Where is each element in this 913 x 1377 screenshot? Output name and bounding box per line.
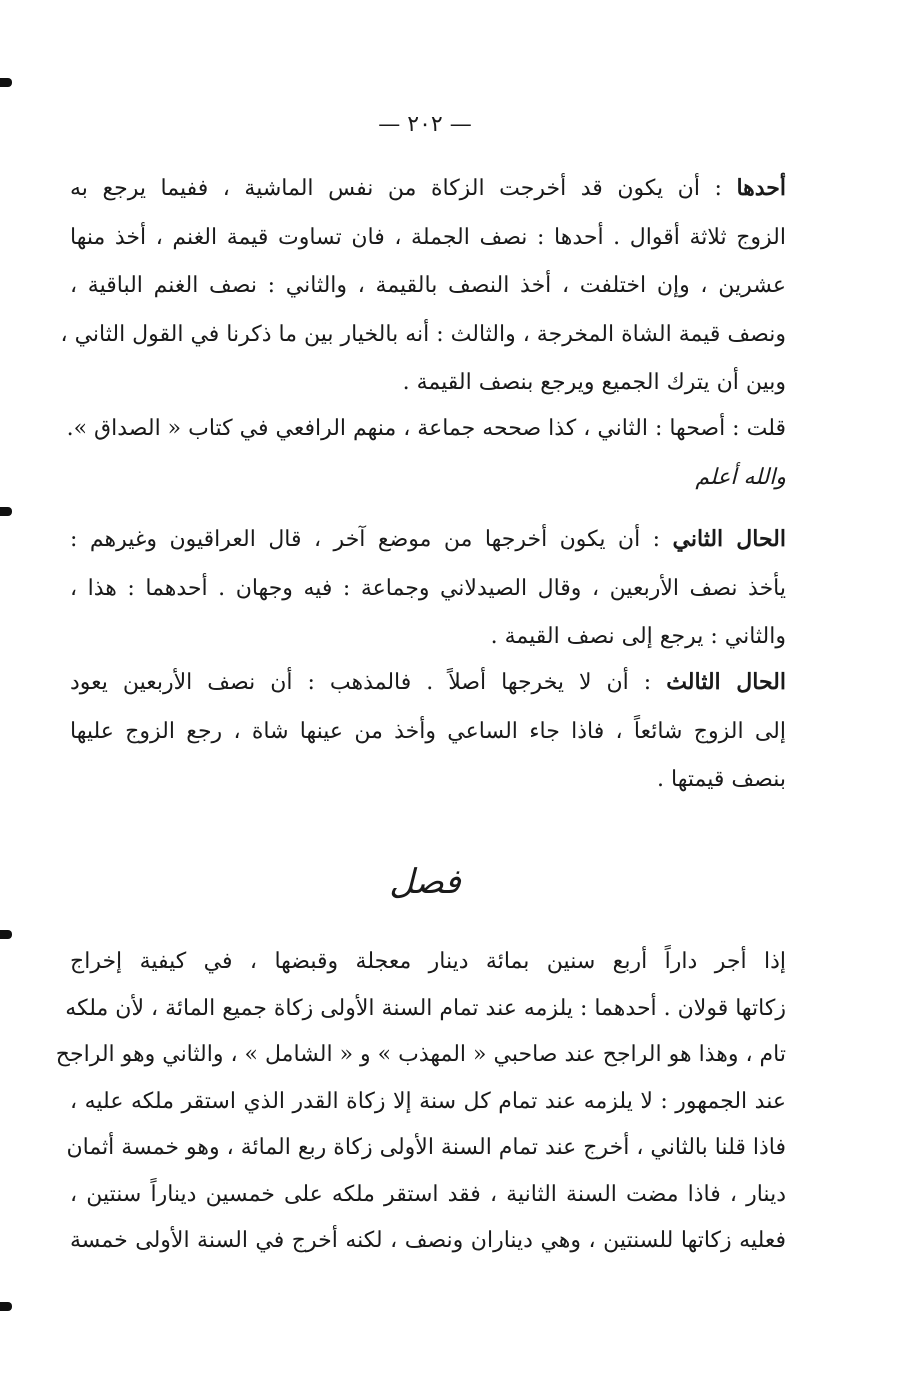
note-closing: والله أعلم — [695, 464, 786, 490]
edge-mark — [0, 78, 12, 87]
text-line: والثاني : يرجع إلى نصف القيمة . — [490, 624, 786, 649]
paragraph-section-body — [55, 939, 786, 1265]
edge-mark — [0, 1302, 12, 1311]
lead-term: أحدها — [736, 175, 787, 201]
lead-term: الحال الثاني — [672, 526, 786, 552]
section-heading: فصل — [389, 862, 461, 902]
text-line: فاذا قلنا بالثاني ، أخرج عند تمام السنة الأولى زكاة ربع المائة ، وهو خمسة أثمان — [66, 1135, 786, 1160]
text-line: ونصف قيمة الشاة المخرجة ، والثالث : أنه بالخيار بين ما ذكرنا في القول الثاني ، — [60, 321, 786, 347]
text-line: أحدها : أن يكون قد أخرجت الزكاة من نفس الماشية ، ففيما يرجع به — [70, 175, 787, 201]
text-line: الزوج ثلاثة أقوال . أحدها : نصف الجملة ، فان تساوت قيمة الغنم ، أخذ منها — [70, 224, 786, 250]
text-line: فعليه زكاتها للسنتين ، وهي ديناران ونصف ، لكنه أخرج في السنة الأولى خمسة — [70, 1228, 786, 1253]
text-line: إذا أجر داراً أربع سنين بمائة دينار معجلة وقبضها ، في كيفية إخراج — [70, 949, 786, 974]
edge-mark — [0, 507, 12, 516]
page-number: — ٢٠٢ — — [378, 112, 472, 137]
text-line: عشرين ، وإن اختلفت ، أخذ النصف بالقيمة ، والثاني : نصف الغنم الباقية ، — [70, 273, 786, 298]
editor-note — [66, 405, 786, 502]
text-line: عند الجمهور : لا يلزمه عند تمام كل سنة إلا زكاة القدر الذي استقر ملكه عليه ، — [70, 1088, 786, 1114]
text-line: إلى الزوج شائعاً ، فاذا جاء الساعي وأخذ من عينها شاة ، رجع الزوج عليها — [70, 718, 786, 744]
lead-term: الحال الثالث — [666, 669, 787, 695]
text-line: الحال الثالث : أن لا يخرجها أصلاً . فالمذهب : أن نصف الأربعين يعود — [70, 669, 787, 695]
text-line: يأخذ نصف الأربعين ، وقال الصيدلاني وجماعة : فيه وجهان . أحدهما : هذا ، — [70, 575, 786, 601]
paragraph-second-case — [70, 515, 786, 662]
edge-mark — [0, 930, 12, 939]
text-line: بنصف قيمتها . — [657, 767, 786, 792]
text-line: زكاتها قولان . أحدهما : يلزمه عند تمام السنة الأولى زكاة جميع المائة ، لأن ملكه — [65, 995, 786, 1021]
text-line: وبين أن يترك الجميع ويرجع بنصف القيمة . — [402, 370, 786, 395]
note-line: قلت : أصحها : الثاني ، كذا صححه جماعة ، منهم الرافعي في كتاب « الصداق ». — [66, 416, 786, 441]
paragraph-third-case — [70, 658, 786, 805]
text-line: الحال الثاني : أن يكون أخرجها من موضع آخر ، قال العراقيون وغيرهم : — [70, 526, 786, 552]
paragraph-first-case — [60, 164, 787, 408]
text-line: تام ، وهذا هو الراجح عند صاحبي « المهذب » و « الشامل » ، والثاني وهو الراجح — [55, 1042, 786, 1067]
text-line: دينار ، فاذا مضت السنة الثانية ، فقد استقر ملكه على خمسين ديناراً سنتين ، — [70, 1181, 786, 1207]
